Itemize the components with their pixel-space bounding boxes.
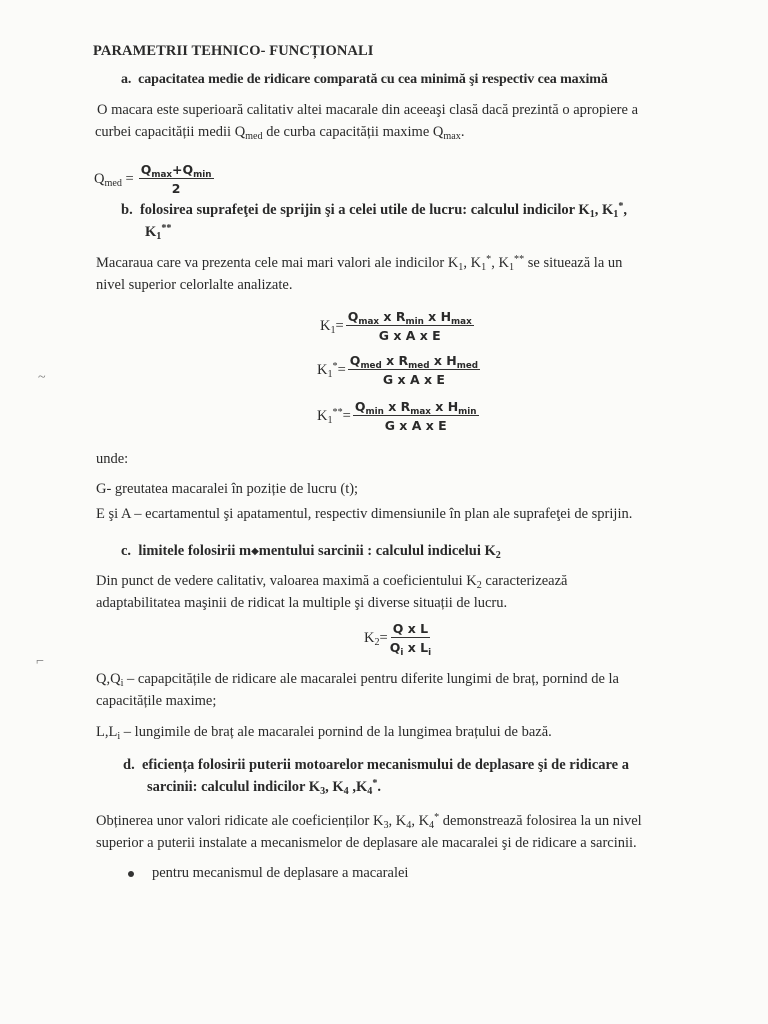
- ea-definition: E şi A – ecartamentul şi apatamentul, respectiv dimensiunile în plan ale suprafeţei de sprijin.: [96, 506, 633, 522]
- formula-k1: $K_1=$ $\frac{Q_{max} x R_{min} x H_{max}}{\text{G x A x E}}$: [320, 309, 472, 343]
- section-d-heading: d. eficiența folosirii puterii motoarelor mecanismului de deplasare şi de ridicare a sarcinii: calculul indicilor $K_3$, $K_4$ $,K_4^*$.: [123, 757, 629, 797]
- bullet-dot: [128, 871, 134, 877]
- formula-q-med: $Q_{med}$ = $\frac{Q_{max}+Q_{min}}{2}$: [94, 162, 212, 196]
- q-definition: $Q,Q_i$ – capapcitățile de ridicare ale macaralei pentru diferite lungimi de braț, pornind de la capacitățile maxime;: [96, 671, 619, 709]
- scan-mark-left: ~: [38, 370, 46, 385]
- section-a-paragraph: O macara este superioară calitativ altei macarale din aceeaşi clasă dacă prezintă o apropiere a curbei capacității medii $Q_{med}$ de curba capacității maxime $Q_{max}$.: [95, 102, 639, 142]
- formula-k1-star: $K_1^*=$ $\frac{Q_{med} x R_{med} x H_{med}}{\text{G x A x E}}$: [317, 353, 479, 387]
- scan-mark-left-2: ⌐: [36, 654, 44, 669]
- formula-k2: $K_2=$ $\frac{\text{Q x L}}{Q_i x L_i}$: [364, 621, 432, 658]
- section-b-paragraph: Macaraua care va prezenta cele mai mari valori ale indicilor $K_1$, $K_1^*$, $K_1^{**}$ se situează la un nivel superior celorlalte analizate.: [96, 254, 623, 293]
- g-definition: G- greutatea macaralei în poziție de lucru (t);: [96, 481, 359, 497]
- unde-label: unde:: [96, 451, 129, 467]
- section-d-paragraph: Obținerea unor valori ridicate ale coeficienților $K_3$, $K_4$, $K_4^*$ demonstrează folosirea la un nivel superior a puterii instalate a mecanismelor de deplasare ale macaralei şi de ridicare a sarcinii.: [96, 812, 642, 851]
- bullet-item-deplasare: pentru mecanismul de deplasare a macaralei: [152, 865, 409, 881]
- section-b-heading: b. folosirea suprafeţei de sprijin şi a celei utile de lucru: calculul indicilor $K_1$, $K_1^*$, $K_1^{**}$: [121, 201, 628, 242]
- section-a-heading: a. capacitatea medie de ridicare comparată cu cea minimă şi respectiv cea maximă: [121, 72, 608, 87]
- formula-k1-double-star: $K_1^{**}=$ $\frac{Q_{min} x R_{max} x H_{min}}{\text{G x A x E}}$: [317, 399, 477, 433]
- section-c-heading: c. limitele folosirii m◆mentului sarcinii : calculul indicelui $K_2$: [121, 543, 501, 561]
- page-title: PARAMETRII TEHNICO- FUNCȚIONALI: [93, 43, 374, 59]
- section-c-paragraph: Din punct de vedere calitativ, valoarea maximă a coeficientului $K_2$ caracterizează adaptabilitatea maşinii de ridicat la multiple şi diverse situații de lucru.: [96, 573, 568, 611]
- l-definition: $L,L_i$ – lungimile de braț ale macaralei pornind de la lungimea brațului de bază.: [96, 724, 552, 742]
